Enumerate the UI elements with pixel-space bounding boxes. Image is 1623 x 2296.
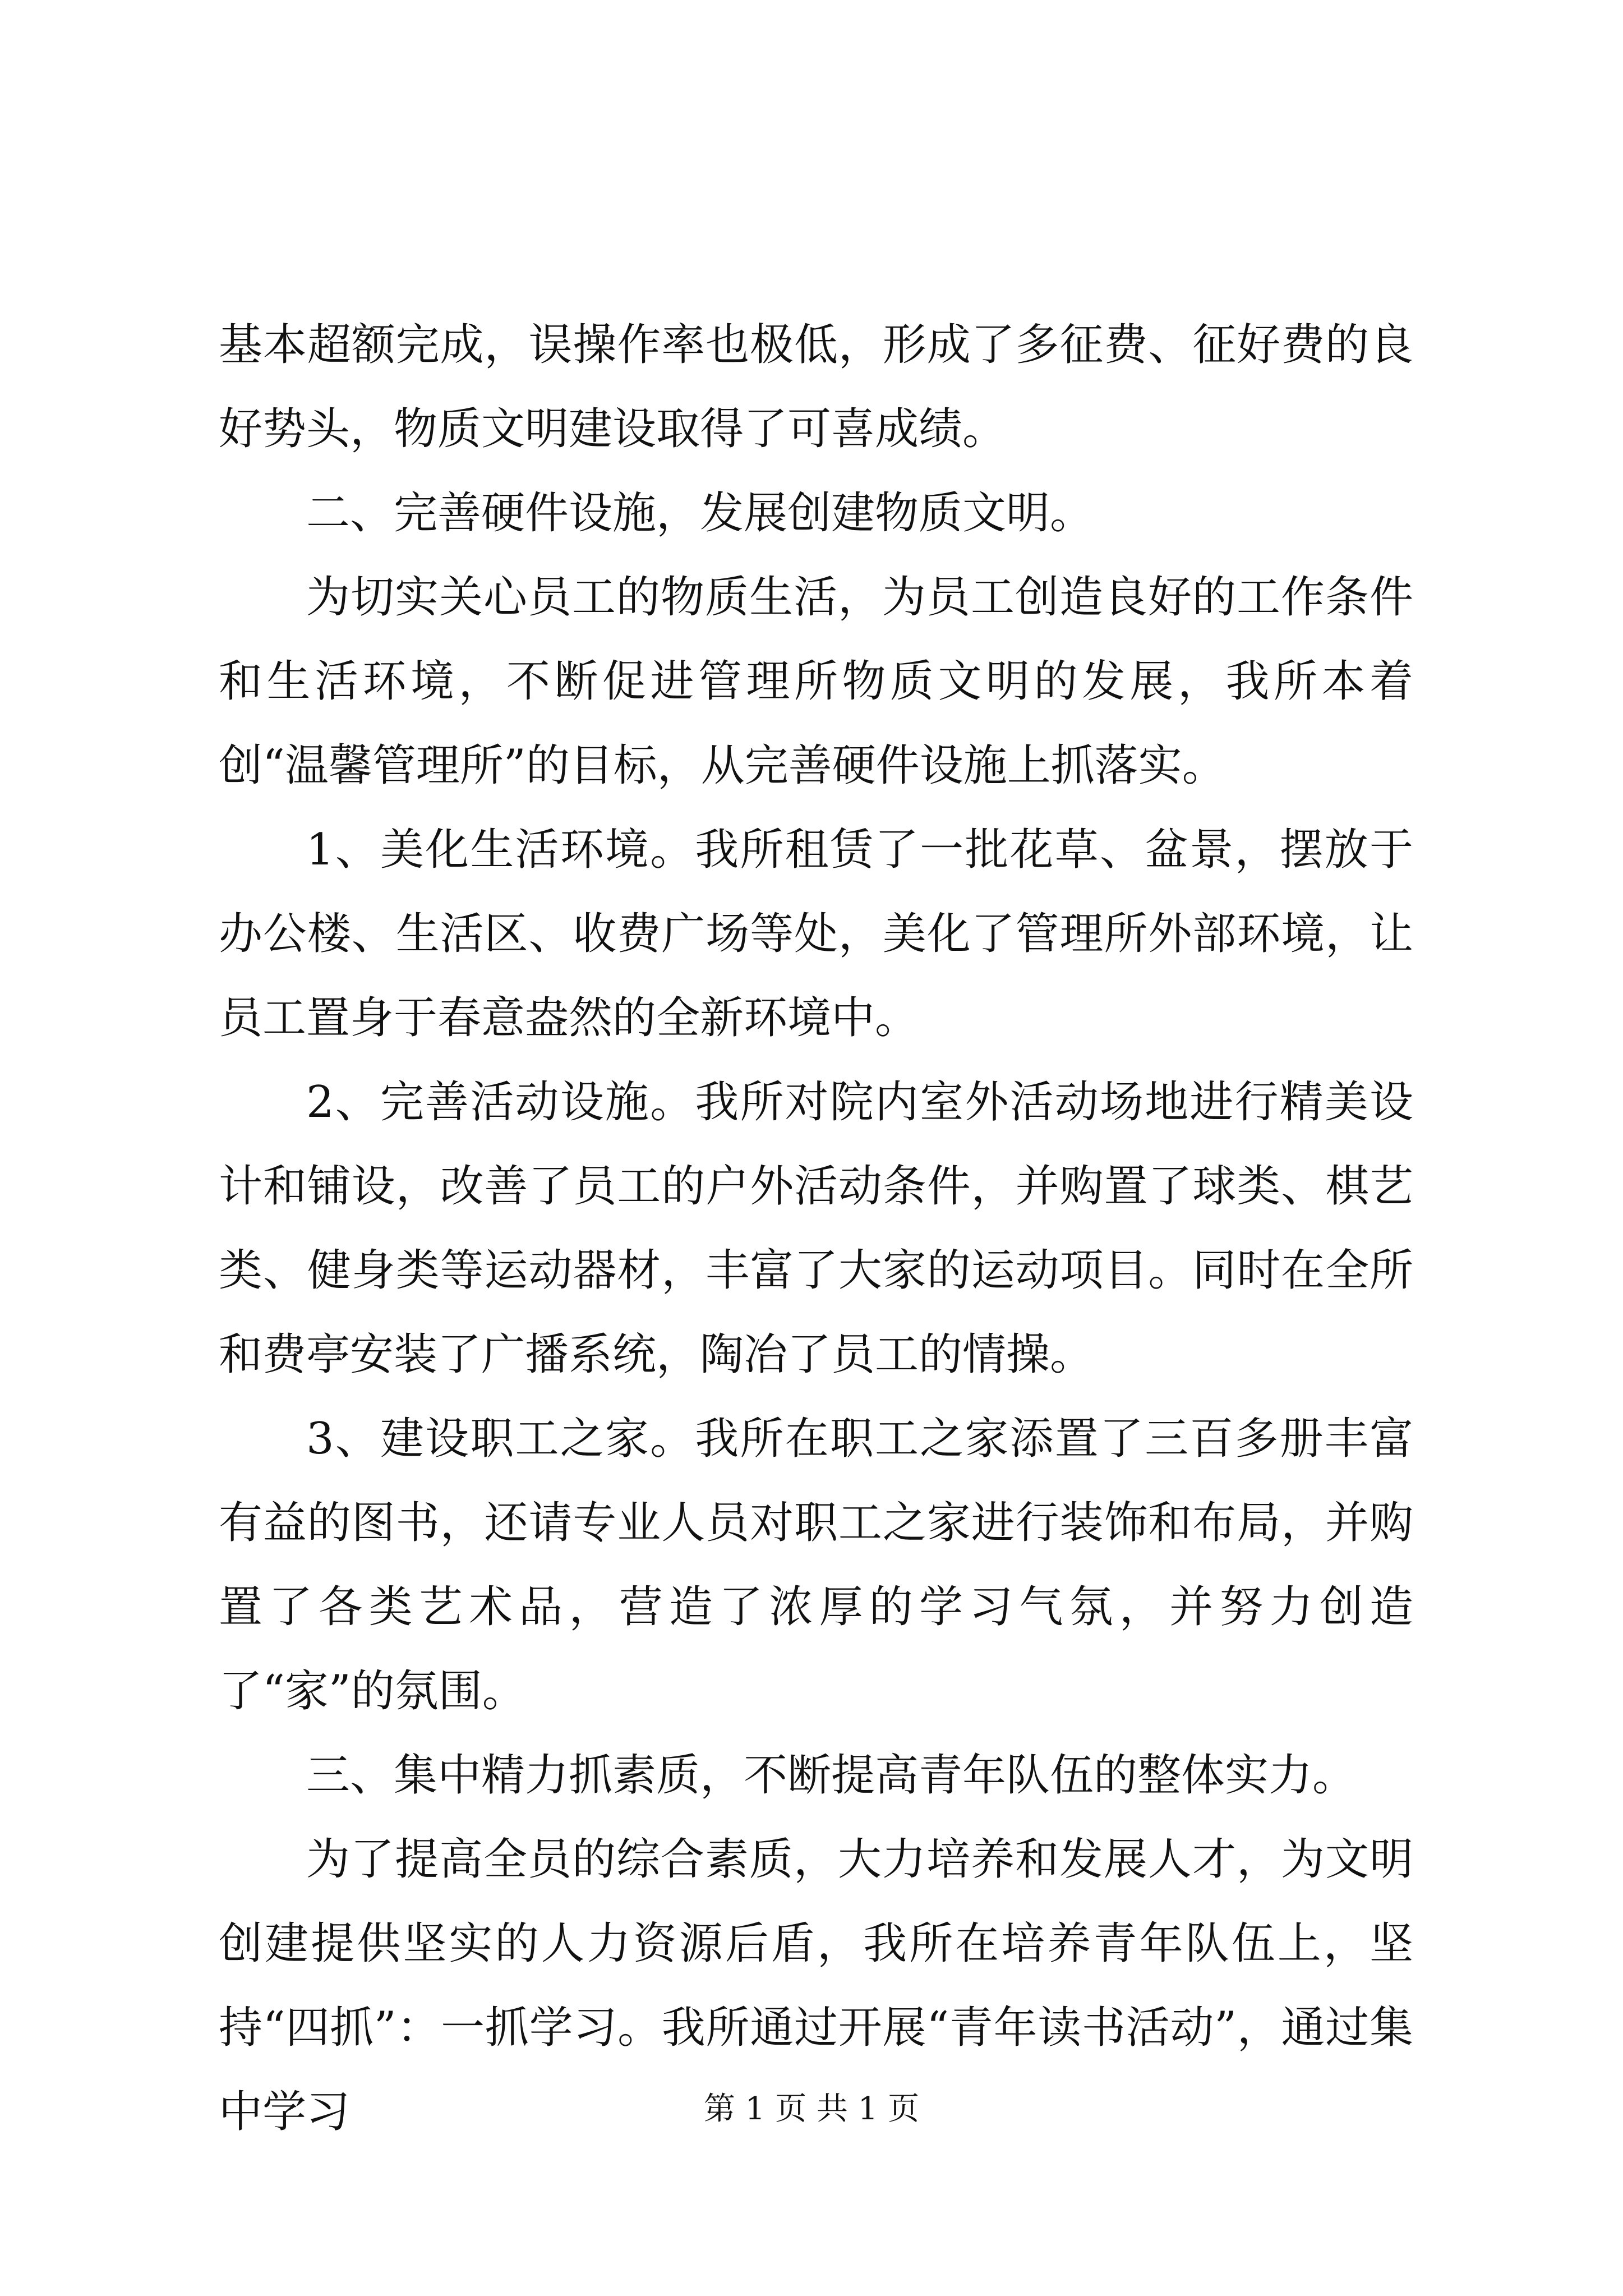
list-item-2: 2、完善活动设施。我所对院内室外活动场地进行精美设计和铺设，改善了员工的户外活动条件，并购置了球类、棋艺类、健身类等运动器材，丰富了大家的运动项目。同时在全所和费亭安装了广播系统，陶冶了员工的情操。: [219, 1077, 1413, 1380]
list-item-1: 1、美化生活环境。我所租赁了一批花草、盆景，摆放于办公楼、生活区、收费广场等处，美化了管理所外部环境，让员工置身于春意盎然的全新环境中。: [219, 825, 1413, 1043]
section-heading-2: 二、完善硬件设施，发展创建物质文明。: [306, 488, 1094, 539]
document-body: [219, 303, 1413, 2154]
section-heading-3: 三、集中精力抓素质，不断提高青年队伍的整体实力。: [306, 1750, 1357, 1801]
paragraph: 为切实关心员工的物质生活，为员工创造良好的工作条件和生活环境，不断促进管理所物质文明的发展，我所本着创“温馨管理所”的目标，从完善硬件设施上抓落实。: [219, 572, 1413, 791]
paragraph: 为了提高全员的综合素质，大力培养和发展人才，为文明创建提供坚实的人力资源后盾，我所在培养青年队伍上，坚持“四抓”：一抓学习。我所通过开展“青年读书活动”，通过集中学习: [219, 1834, 1413, 2137]
paragraph-continuation: 基本超额完成，误操作率也极低，形成了多征费、征好费的良好势头，物质文明建设取得了可喜成绩。: [219, 320, 1413, 454]
page-footer: 第 1 页 共 1 页: [703, 2091, 920, 2127]
list-item-3: 3、建设职工之家。我所在职工之家添置了三百多册丰富有益的图书，还请专业人员对职工之家进行装饰和布局，并购置了各类艺术品，营造了浓厚的学习气氛，并努力创造了“家”的氛围。: [219, 1414, 1413, 1717]
